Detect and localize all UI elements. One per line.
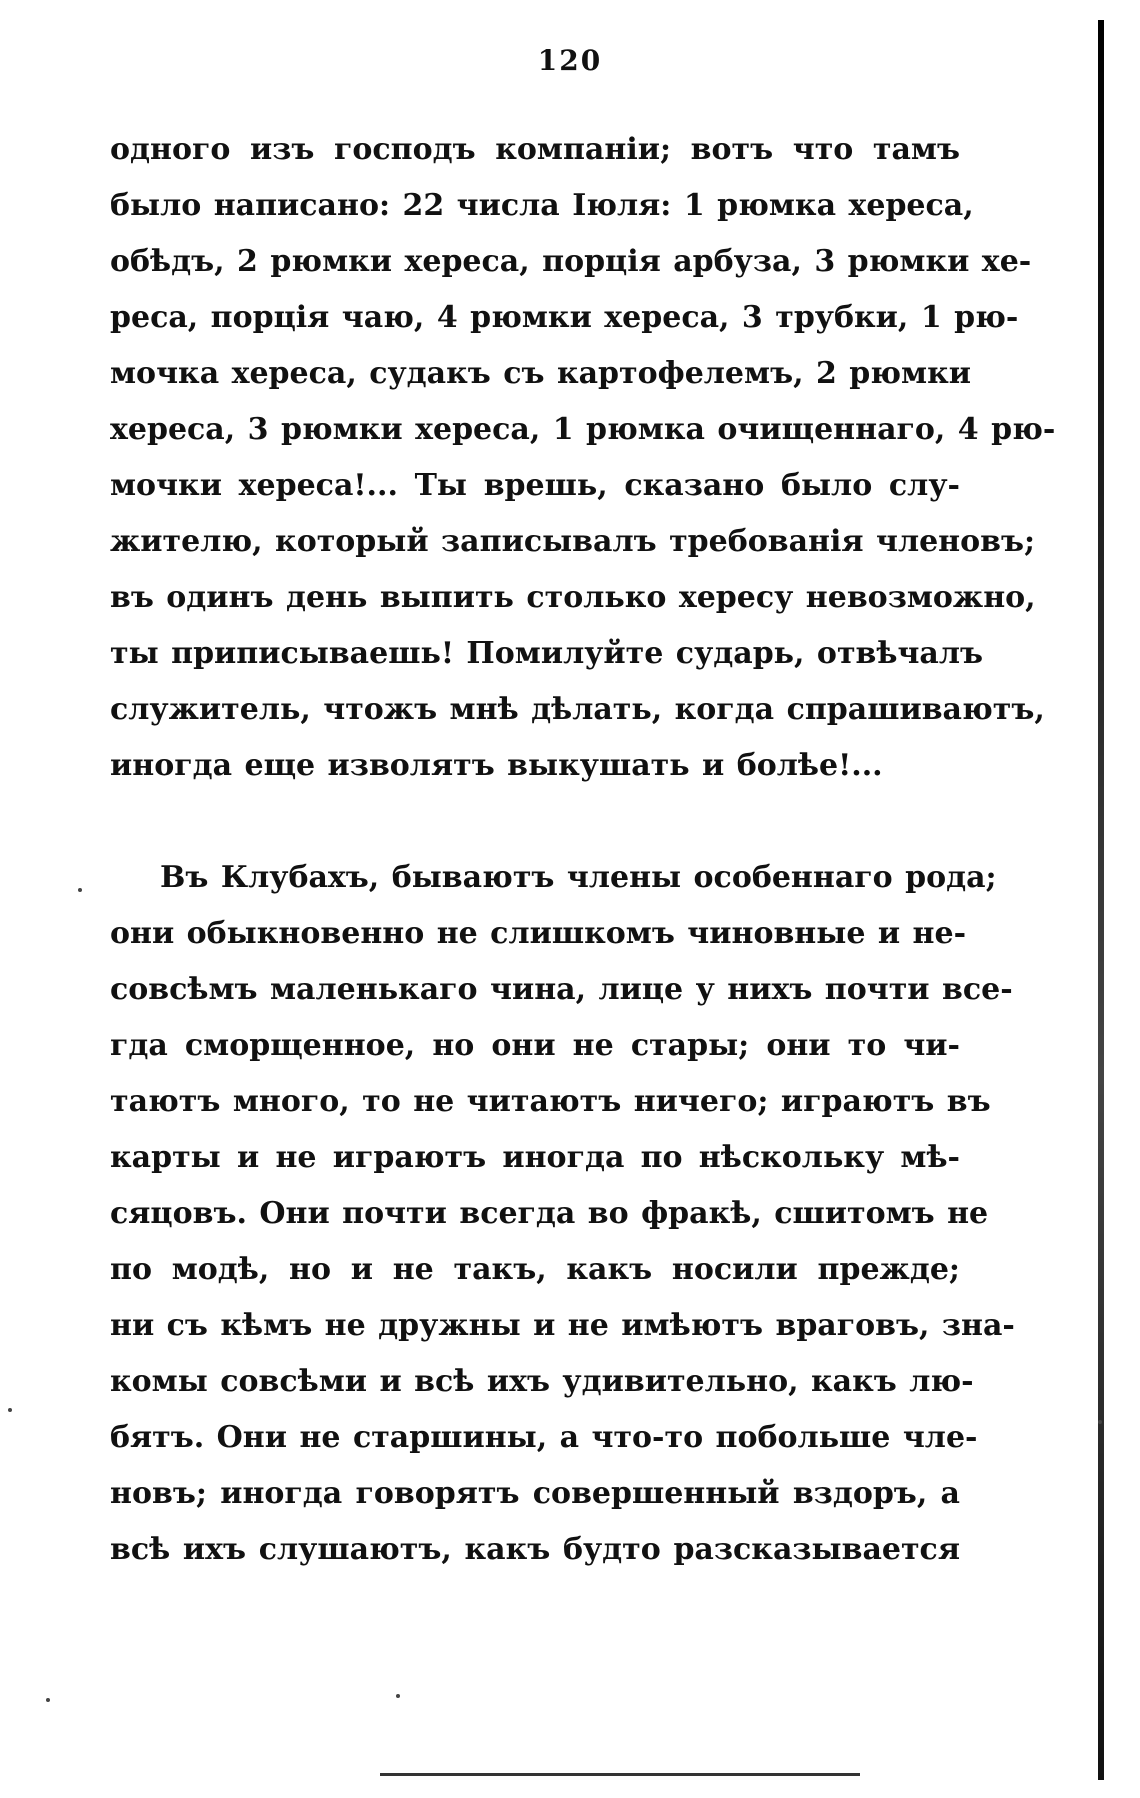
- text-line: жителю, который записывалъ требованія членовъ;: [110, 524, 1036, 559]
- text-line: бятъ. Они не старшины, а что-то побольше чле-: [110, 1420, 978, 1455]
- paragraph-1: [110, 122, 1056, 794]
- text-line: мочка хереса, судакъ съ картофелемъ, 2 рюмки: [110, 356, 972, 391]
- scan-speck: [396, 1694, 400, 1698]
- text-line: одного изъ господъ компаніи; вотъ что тамъ: [110, 132, 960, 167]
- text-line: карты и не играютъ иногда по нѣскольку мѣ-: [110, 1140, 960, 1175]
- text-line: служитель, чтожъ мнѣ дѣлать, когда спрашиваютъ,: [110, 692, 1045, 727]
- text-line: гда сморщенное, но они не стары; они то чи-: [110, 1028, 960, 1063]
- bottom-rule: [380, 1773, 860, 1776]
- text-line: иногда еще изволятъ выкушать и болѣе!...: [110, 748, 883, 783]
- text-line: они обыкновенно не слишкомъ чиновные и не-: [110, 916, 967, 951]
- text-line: хереса, 3 рюмки хереса, 1 рюмка очищеннаго, 4 рю-: [110, 412, 1056, 447]
- page-number: 120: [537, 44, 603, 77]
- scan-speck: [8, 1408, 12, 1412]
- text-line: всѣ ихъ слушаютъ, какъ будто разсказывается: [110, 1532, 960, 1567]
- text-line: ни съ кѣмъ не дружны и не имѣютъ враговъ, зна-: [110, 1308, 1015, 1343]
- scan-speck: [78, 888, 82, 892]
- text-line: обѣдъ, 2 рюмки хереса, порція арбуза, 3 рюмки хе-: [110, 244, 1032, 279]
- text-line: таютъ много, то не читаютъ ничего; играютъ въ: [110, 1084, 991, 1119]
- scan-speck: [46, 1698, 50, 1702]
- text-line: ты приписываешь! Помилуйте сударь, отвѣчалъ: [110, 636, 984, 671]
- text-line: въ одинъ день выпить столько хересу невозможно,: [110, 580, 1036, 615]
- paragraph-2: [110, 850, 1015, 1578]
- text-line: мочки хереса!... Ты врешь, сказано было слу-: [110, 468, 960, 503]
- text-line: было написано: 22 числа Іюля: 1 рюмка хереса,: [110, 188, 974, 223]
- text-line: Въ Клубахъ, бываютъ члены особеннаго рода;: [160, 860, 997, 895]
- text-line: сяцовъ. Они почти всегда во фракѣ, сшитомъ не: [110, 1196, 989, 1231]
- text-line: новъ; иногда говорятъ совершенный вздоръ, а: [110, 1476, 960, 1511]
- text-line: совсѣмъ маленькаго чина, лице у нихъ почти все-: [110, 972, 1013, 1007]
- scan-speck: [1098, 1420, 1102, 1424]
- text-line: по модѣ, но и не такъ, какъ носили прежде;: [110, 1252, 960, 1287]
- text-line: реса, порція чаю, 4 рюмки хереса, 3 трубки, 1 рю-: [110, 300, 1019, 335]
- page-edge-border: [1098, 20, 1104, 1780]
- text-line: комы совсѣми и всѣ ихъ удивительно, какъ лю-: [110, 1364, 974, 1399]
